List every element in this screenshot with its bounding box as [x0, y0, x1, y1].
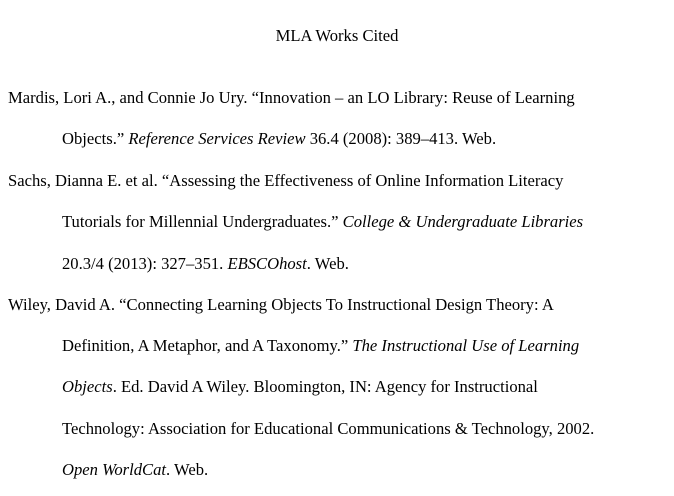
- entry-1-line-2: [62, 128, 496, 150]
- page-title: MLA Works Cited: [275, 26, 399, 45]
- entry-3-line-3: [62, 376, 538, 398]
- entry-text: Definition, A Metaphor, and A Taxonomy.”: [62, 336, 353, 355]
- entry-text: Mardis, Lori A., and Connie Jo Ury. “Innovation – an LO Library: Reuse of Learning: [8, 88, 575, 107]
- entry-text: . Web.: [306, 254, 349, 273]
- database-name: EBSCOhost: [227, 254, 307, 273]
- entry-text: Tutorials for Millennial Undergraduates.”: [62, 212, 343, 231]
- journal-title: Reference Services Review: [128, 129, 306, 148]
- entry-text: Sachs, Dianna E. et al. “Assessing the Effectiveness of Online Information Literacy: [8, 171, 564, 190]
- entry-2-line-1: [8, 170, 563, 192]
- entry-text: . Web.: [166, 460, 209, 479]
- book-title: The Instructional Use of Learning: [352, 336, 580, 355]
- database-name: Open WorldCat: [62, 460, 167, 479]
- entry-text: 20.3/4 (2013): 327–351.: [62, 254, 228, 273]
- entry-text: Technology: Association for Educational Communications & Technology, 2002.: [62, 419, 595, 438]
- entry-text: Wiley, David A. “Connecting Learning Objects To Instructional Design Theory: A: [8, 295, 554, 314]
- entry-3-line-4: [62, 418, 594, 440]
- entry-text: 36.4 (2008): 389–413. Web.: [305, 129, 497, 148]
- entry-text: . Ed. David A Wiley. Bloomington, IN: Agency for Instructional: [112, 377, 538, 396]
- journal-title: College & Undergraduate Libraries: [342, 212, 584, 231]
- entry-2-line-2: [62, 211, 583, 233]
- entry-1-line-1: [8, 87, 575, 109]
- entry-3-line-2: [62, 335, 579, 357]
- entry-text: Objects.”: [62, 129, 129, 148]
- entry-2-line-3: [62, 253, 349, 275]
- book-title: Objects: [62, 377, 113, 396]
- entry-3-line-1: [8, 294, 554, 316]
- entry-3-line-5: [62, 459, 208, 481]
